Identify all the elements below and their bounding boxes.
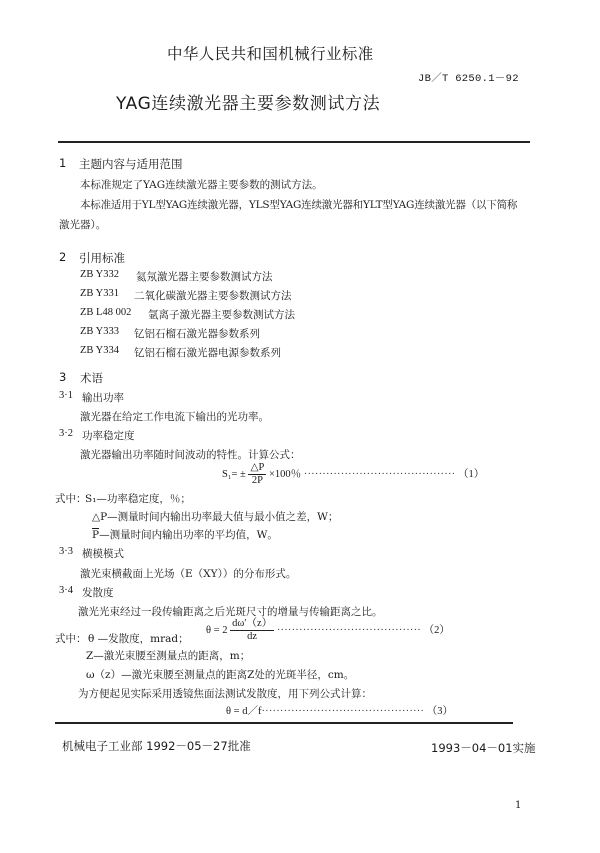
ref-code: ZB L48 002 — [80, 307, 132, 318]
eq2-def: Z—激光束腰至测量点的距离，m； — [86, 650, 251, 662]
approval-info: 机械电子工业部 1992－05－27批准 — [62, 739, 251, 753]
eq2-leader-dots: ······································· — [276, 624, 421, 636]
section-2-number: 2 — [59, 250, 67, 264]
term-3-1-number: 3·1 — [59, 390, 73, 401]
eq1-def: S₁—功率稳定度，％； — [85, 493, 191, 505]
eq2-fraction — [230, 618, 274, 643]
equation-2 — [206, 618, 450, 643]
section-1-para2-line1: 本标准适用于YL型YAG连续激光器，YLS型YAG连续激光器和YLT型YAG连续激光器（以下简称 — [80, 199, 518, 211]
eq2-def: ω（z）—激光束腰至测量点的距离Z处的光斑半径，cm。 — [86, 669, 355, 681]
term-3-2-heading: 功率稳定度 — [82, 430, 135, 442]
section-1-number: 1 — [59, 156, 67, 170]
document-title: YAG连续激光器主要参数测试方法 — [116, 94, 381, 114]
term-3-4-heading: 发散度 — [82, 587, 114, 599]
standard-number: JB／T 6250.1－92 — [418, 73, 519, 85]
eq3-number: （3） — [426, 706, 453, 717]
eq1-where-label: 式中： — [55, 493, 87, 505]
eq1-rhs: ×100％ — [268, 468, 302, 480]
header-divider — [58, 141, 530, 143]
section-3-number: 3 — [59, 370, 67, 384]
eq3-expr: θ = d／f — [226, 706, 262, 717]
term-3-4-note: 为方便起见实际采用透镜焦面法测试发散度，用下列公式计算： — [78, 688, 372, 700]
eq2-where-label: 式中： — [55, 633, 87, 645]
eq1-fraction — [248, 462, 266, 487]
ref-name: 二氧化碳激光器主要参数测试方法 — [134, 290, 292, 302]
eq1-leader-dots: ········································· — [303, 468, 456, 480]
eq1-def-text: —测量时间内输出功率的平均值，W。 — [99, 529, 278, 541]
eq1-def: △P—测量时间内输出功率最大值与最小值之差，W； — [92, 511, 339, 523]
term-3-2-number: 3·2 — [59, 428, 73, 439]
eq2-def: θ —发散度，mrad； — [88, 633, 189, 645]
eq1-denominator: 2P — [251, 475, 263, 487]
eq2-denominator: dz — [247, 631, 258, 643]
eq2-lhs: θ = 2 — [206, 624, 228, 636]
footer-divider — [55, 722, 513, 724]
term-3-3-text: 激光束横截面上光场（E（XY））的分布形式。 — [80, 568, 297, 580]
effective-date: 1993－04－01实施 — [431, 741, 536, 755]
equation-1 — [222, 462, 484, 487]
term-3-3-number: 3·3 — [59, 546, 73, 557]
ref-code: ZB Y334 — [80, 345, 119, 356]
eq2-number: （2） — [423, 624, 450, 636]
ref-name: 氩离子激光器主要参数测试方法 — [148, 309, 295, 321]
ref-code: ZB Y332 — [80, 269, 119, 280]
section-1-para1: 本标准规定了YAG连续激光器主要参数的测试方法。 — [80, 179, 323, 191]
ref-code: ZB Y331 — [80, 288, 119, 299]
eq1-number: （1） — [457, 468, 485, 480]
eq2-numerator: dω′（z） — [230, 618, 274, 631]
term-3-3-heading: 横模模式 — [82, 548, 124, 560]
section-1-para2-line2: 激光器）。 — [59, 219, 107, 231]
ref-code: ZB Y333 — [80, 326, 119, 337]
eq1-numerator: △P — [248, 462, 266, 475]
ref-name: 钇铝石榴石激光器参数系列 — [134, 328, 260, 340]
term-3-1-text: 激光器在给定工作电流下输出的光功率。 — [80, 411, 269, 423]
ref-name: 钇铝石榴石激光器电源参数系列 — [134, 347, 281, 359]
section-1-heading: 主题内容与适用范围 — [79, 157, 183, 171]
page-number: 1 — [515, 800, 522, 811]
ref-name: 氦氖激光器主要参数测试方法 — [136, 271, 273, 283]
section-2-heading: 引用标准 — [79, 251, 125, 265]
term-3-4-text: 激光光束经过一段传输距离之后光斑尺寸的增量与传输距离之比。 — [78, 606, 383, 618]
term-3-4-number: 3·4 — [59, 585, 73, 596]
eq3-leader-dots: ············································ — [261, 706, 425, 717]
section-3-heading: 术语 — [80, 371, 103, 385]
eq1-def: $\overline{P}—$测量时间内输出功率的平均值，W。 — [92, 529, 278, 541]
term-3-2-text: 激光器输出功率随时间波动的特性。计算公式： — [80, 449, 301, 461]
national-standard-label: 中华人民共和国机械行业标准 — [167, 45, 374, 63]
eq1-lhs: S₁= ± — [222, 468, 246, 480]
equation-3 — [226, 703, 453, 718]
term-3-1-heading: 输出功率 — [82, 392, 124, 404]
